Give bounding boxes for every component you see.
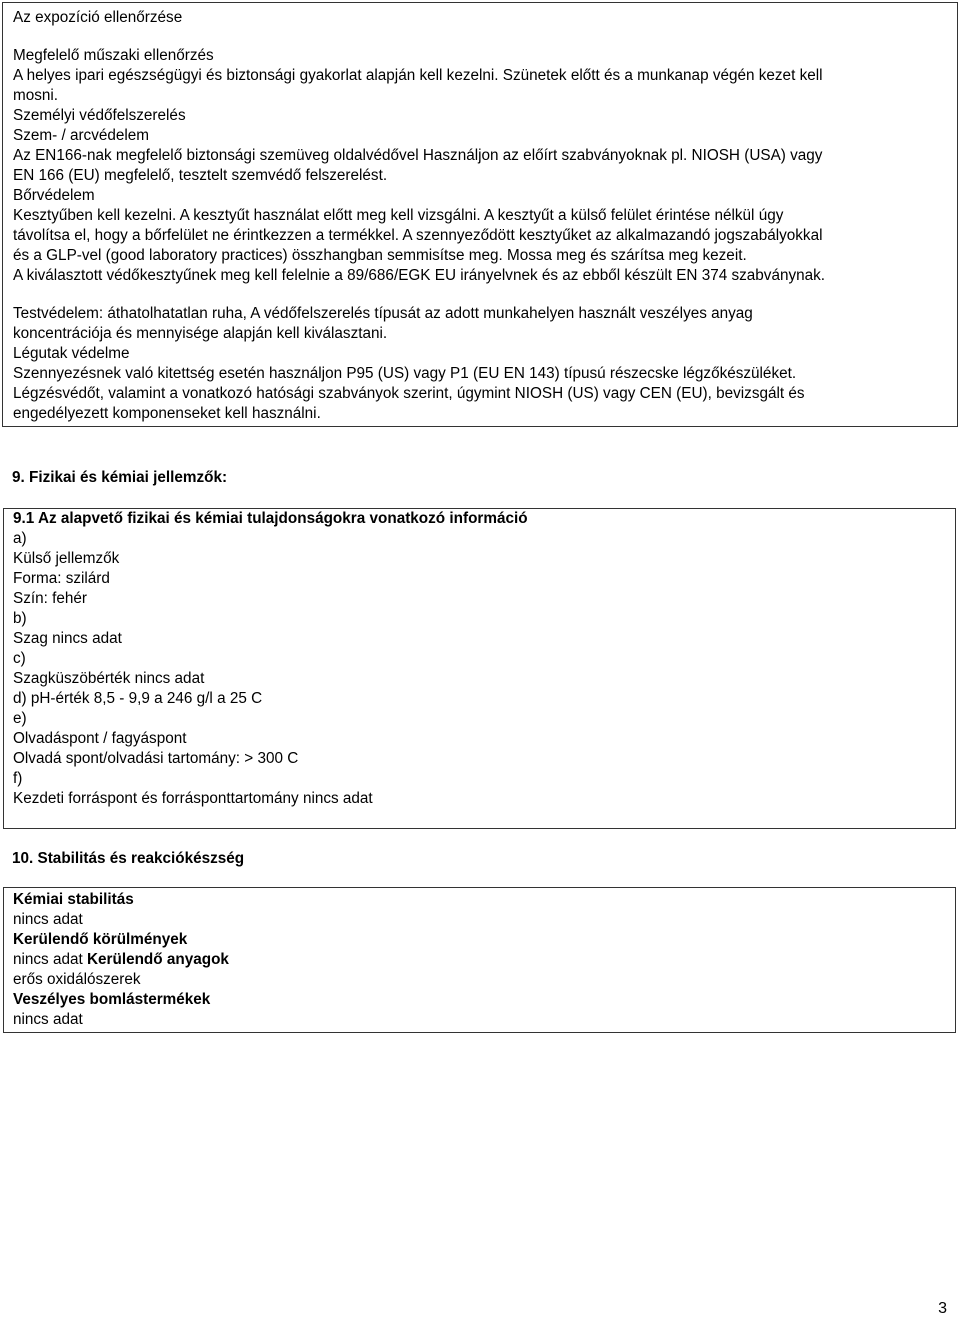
avoid-conditions-row (13, 950, 943, 970)
text-line: Forma: szilárd (13, 570, 110, 587)
section10-heading: 10. Stabilitás és reakciókészség (12, 850, 245, 867)
text-line: Szem- / arcvédelem (13, 127, 150, 144)
exposure-title: Az expozíció ellenőrzése (13, 9, 183, 26)
text-line: koncentrációja és mennyisége alapján kell kiválasztani. (13, 325, 388, 342)
text-line: távolítsa el, hogy a bőrfelület ne érintkezzen a termékkel. A szennyeződött kesztyűket az alkalmazandó jogszabályokkal (13, 227, 823, 244)
text-line: a) (13, 530, 27, 547)
text-line: Szag nincs adat (13, 630, 122, 647)
text-line: engedélyezett komponenseket kell használni. (13, 405, 321, 422)
text-line: Megfelelő műszaki ellenőrzés (13, 47, 214, 64)
text-line: EN 166 (EU) megfelelő, tesztelt szemvédő felszerelést. (13, 167, 388, 184)
text-line: A helyes ipari egészségügyi és biztonsági gyakorlat alapján kell kezelni. Szünetek előtt és a munkanap végén kezet kell (13, 67, 823, 84)
avoid-conditions-value: nincs adat (13, 951, 83, 968)
text-line: Bőrvédelem (13, 187, 95, 204)
decomposition-label: Veszélyes bomlástermékek (13, 991, 211, 1008)
text-line: Olvadá spont/olvadási tartomány: > 300 C (13, 750, 299, 767)
text-line: Szagküszöbérték nincs adat (13, 670, 205, 687)
subsection-heading: 9.1 Az alapvető fizikai és kémiai tulajdonságokra vonatkozó információ (13, 510, 528, 527)
text-line: Olvadáspont / fagyáspont (13, 730, 187, 747)
text-line: A kiválasztott védőkesztyűnek meg kell felelnie a 89/686/EGK EU irányelvnek és az ebből készült EN 374 szabványnak. (13, 267, 826, 284)
section9-heading: 9. Fizikai és kémiai jellemzők: (12, 469, 228, 486)
text-line: mosni. (13, 87, 59, 104)
text-line: d) pH-érték 8,5 - 9,9 a 246 g/l a 25 C (13, 690, 263, 707)
text-line: és a GLP-vel (good laboratory practices) összhangban semmisítse meg. Mossa meg és szárítsa meg kezeit. (13, 247, 747, 264)
text-line: Kesztyűben kell kezelni. A kesztyűt használat előtt meg kell vizsgálni. A kesztyűt a külső felület érintése nélkül úgy (13, 207, 784, 224)
text-line: Az EN166-nak megfelelő biztonsági szemüveg oldalvédővel Használjon az előírt szabványoknak pl. NIOSH (USA) vagy (13, 147, 823, 164)
chem-stability-label: Kémiai stabilitás (13, 891, 134, 908)
decomposition-value: nincs adat (13, 1011, 83, 1028)
text-line: Külső jellemzők (13, 550, 120, 567)
text-line: Személyi védőfelszerelés (13, 107, 186, 124)
avoid-materials-label: Kerülendő anyagok (86, 951, 229, 968)
exposure-controls-block (2, 2, 958, 427)
page-number: 3 (938, 1300, 947, 1317)
text-line: f) (13, 770, 23, 787)
stability-block (3, 887, 956, 1033)
spacer (13, 286, 953, 304)
spacer (13, 28, 953, 46)
text-line: Szín: fehér (13, 590, 87, 607)
text-line: e) (13, 710, 27, 727)
text-line: Légzésvédőt, valamint a vonatkozó hatósági szabványok szerint, úgymint NIOSH (US) vagy CEN (EU), bevizsgált és (13, 385, 805, 402)
avoid-materials-value: erős oxidálószerek (13, 971, 141, 988)
text-line: Kezdeti forráspont és forrásponttartomány nincs adat (13, 790, 373, 807)
text-line: b) (13, 610, 27, 627)
physchem-properties-block (3, 508, 956, 829)
text-line: Légutak védelme (13, 345, 130, 362)
text-line: Szennyezésnek való kitettség esetén használjon P95 (US) vagy P1 (EU EN 143) típusú részecske légzőkészüléket. (13, 365, 797, 382)
text-line: Testvédelem: áthatolhatatlan ruha, A védőfelszerelés típusát az adott munkahelyen használt veszélyes anyag (13, 305, 753, 322)
text-line: c) (13, 650, 26, 667)
chem-stability-value: nincs adat (13, 911, 83, 928)
avoid-conditions-label: Kerülendő körülmények (13, 931, 188, 948)
